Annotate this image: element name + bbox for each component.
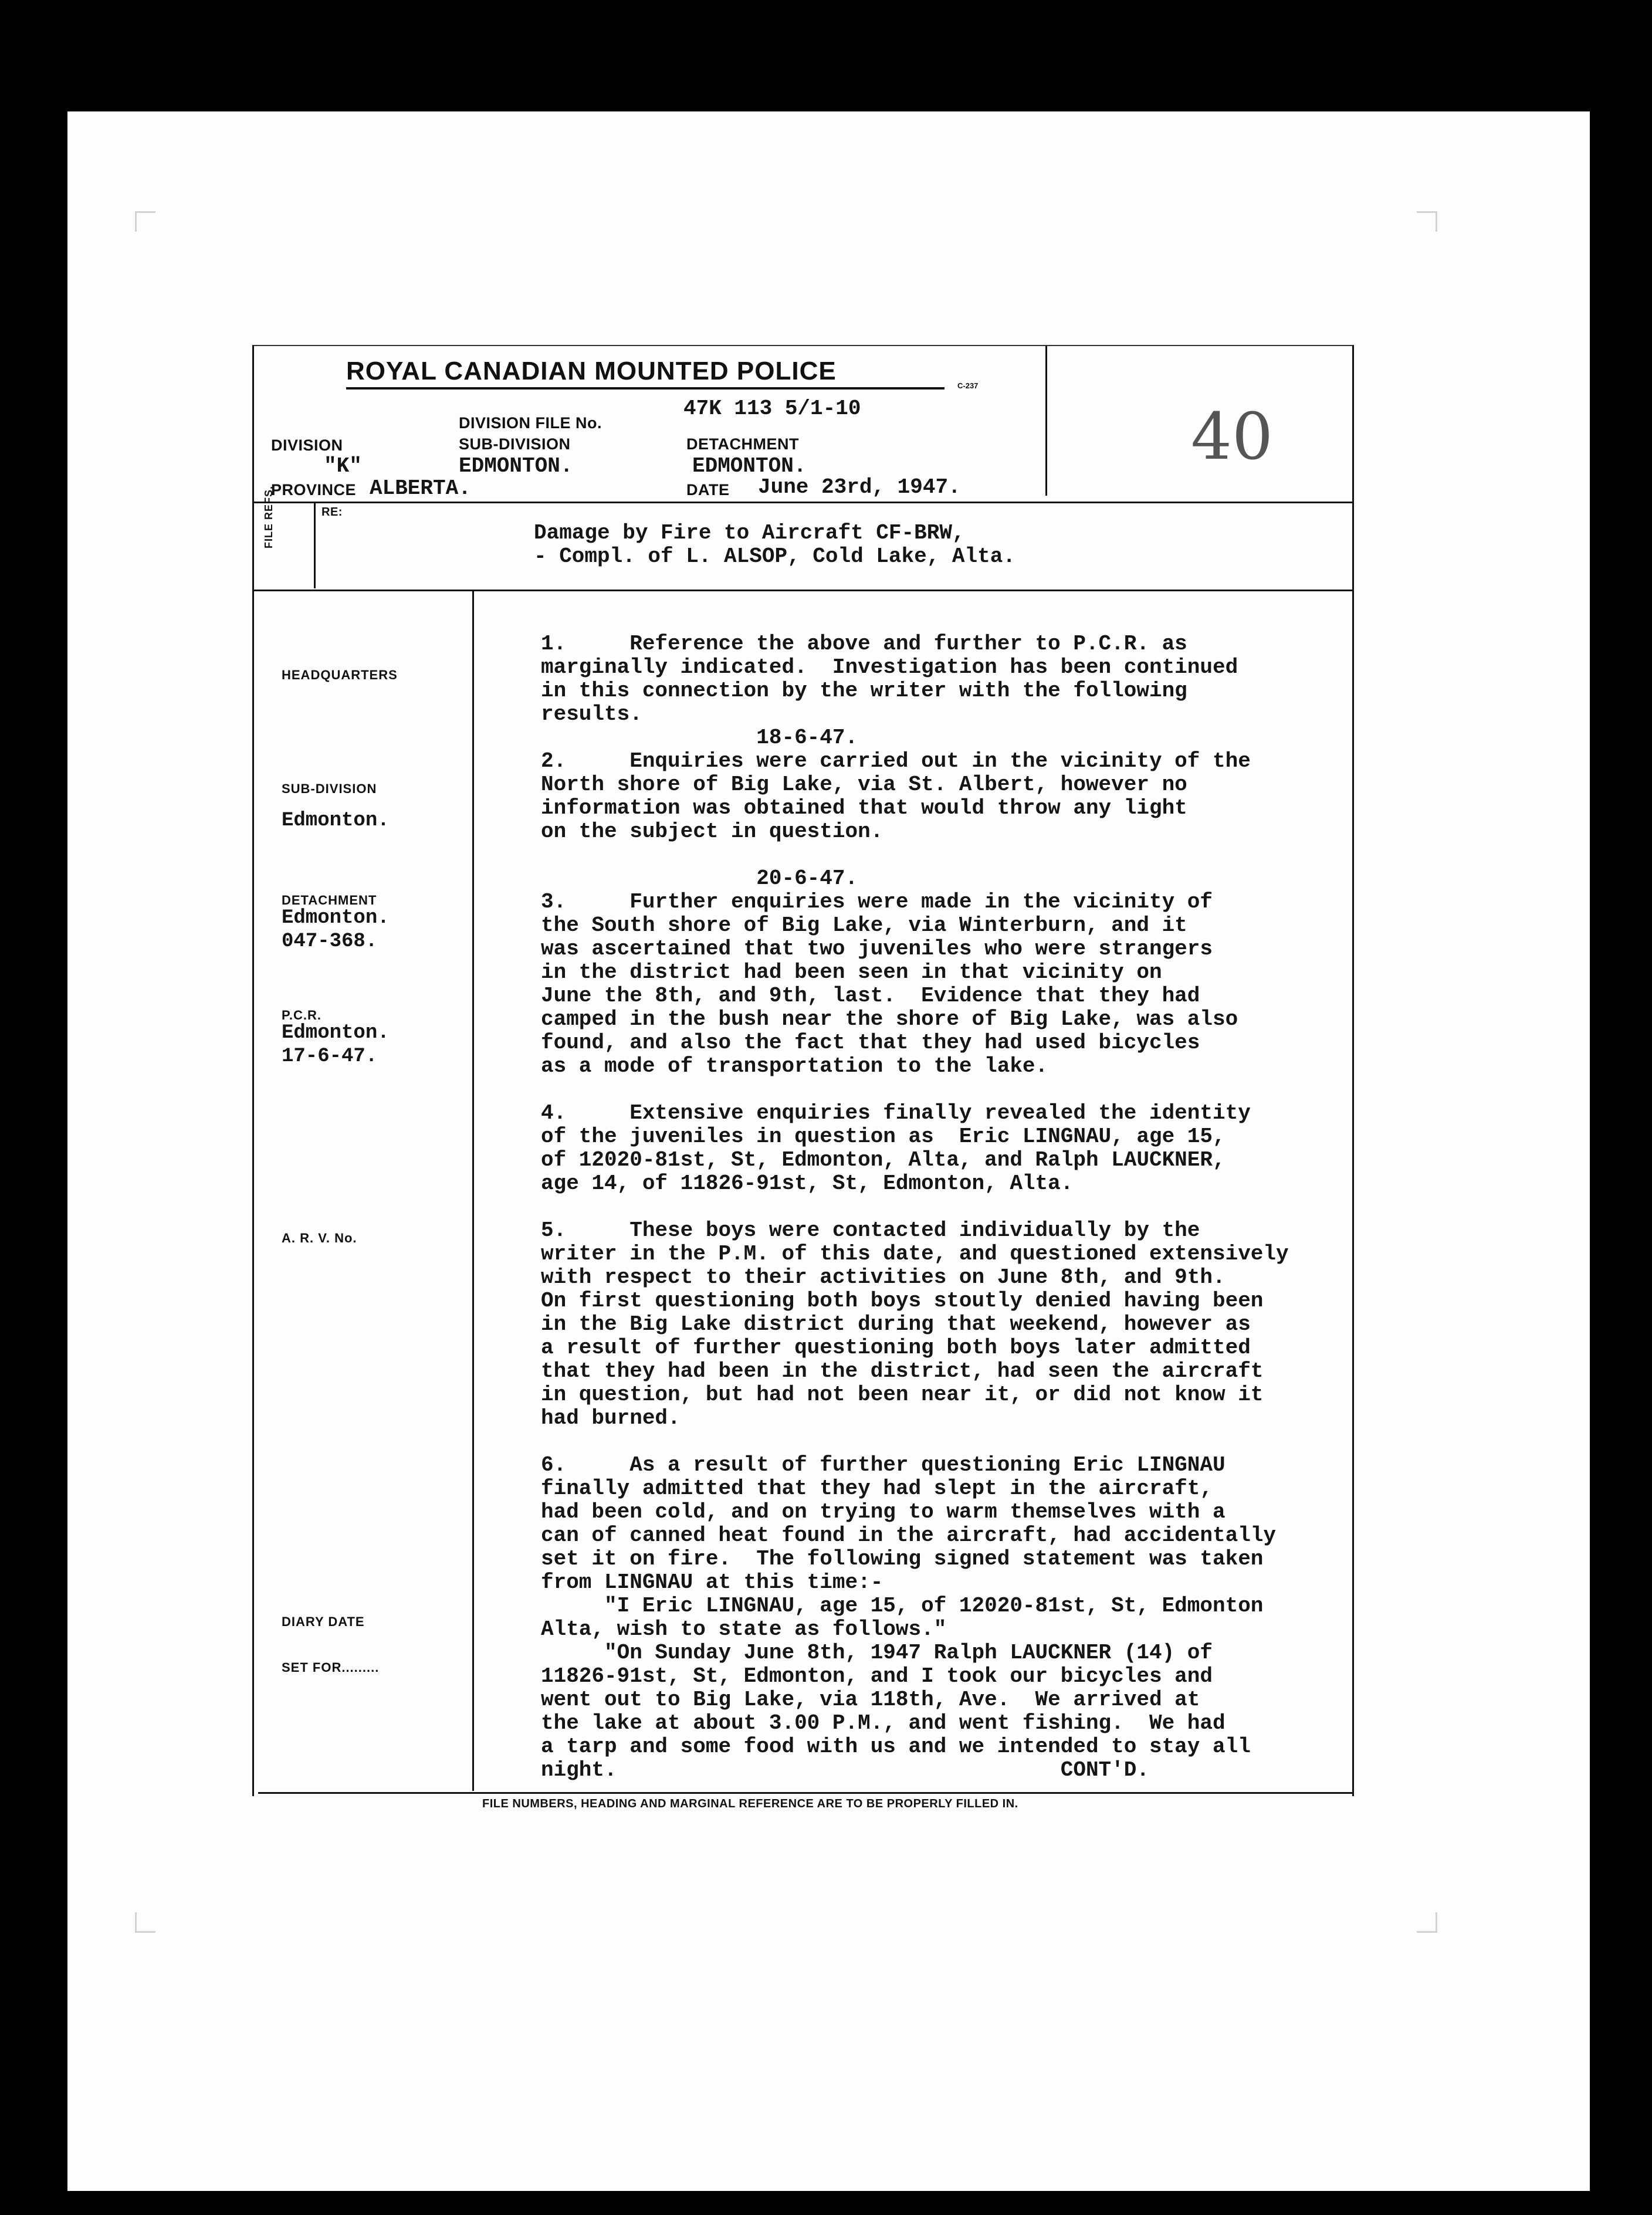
- body-line: 3. Further enquiries were made in the vicinity of: [541, 890, 1213, 914]
- margin-pcr-value-1: Edmonton.: [282, 1022, 390, 1044]
- body-line: from LINGNAU at this time:-: [541, 1570, 883, 1594]
- division-file-value: 47K 113 5/1-10: [683, 397, 861, 421]
- form-footer-note: FILE NUMBERS, HEADING AND MARGINAL REFERENCE ARE TO BE PROPERLY FILLED IN.: [482, 1797, 1018, 1810]
- body-line: in the district had been seen in that vicinity on: [541, 960, 1162, 984]
- margin-subdivision-label: SUB-DIVISION: [282, 781, 377, 796]
- crop-mark-bottom-left: [135, 1912, 155, 1933]
- body-line: a result of further questioning both boys later admitted: [541, 1336, 1251, 1360]
- body-line: had been cold, and on trying to warm themselves with a: [541, 1500, 1226, 1524]
- report-body: [541, 632, 1350, 1782]
- subdivision-value: EDMONTON.: [459, 454, 573, 478]
- body-line: of the juveniles in question as Eric LINGNAU, age 15,: [541, 1125, 1226, 1149]
- body-line: as a mode of transportation to the lake.: [541, 1054, 1048, 1078]
- division-file-label: DIVISION FILE No.: [459, 414, 602, 432]
- province-label: PROVINCE: [271, 481, 357, 499]
- body-line: the South shore of Big Lake, via Winterburn, and it: [541, 913, 1187, 937]
- margin-pcr-label: P.C.R.: [282, 1008, 321, 1022]
- division-label: DIVISION: [271, 436, 343, 454]
- body-line: "I Eric LINGNAU, age 15, of 12020-81st, St, Edmonton: [541, 1594, 1264, 1618]
- province-value: ALBERTA.: [370, 476, 471, 500]
- division-value: "K": [324, 454, 362, 478]
- body-line: on the subject in question.: [541, 819, 883, 844]
- body-line: Alta, wish to state as follows.": [541, 1617, 947, 1641]
- body-line: [541, 1195, 1350, 1219]
- body-line: had burned.: [541, 1406, 681, 1430]
- body-line: North shore of Big Lake, via St. Albert, however no: [541, 773, 1187, 797]
- body-line: marginally indicated. Investigation has been continued: [541, 655, 1238, 679]
- body-line: was ascertained that two juveniles who were strangers: [541, 937, 1213, 961]
- body-line: in this connection by the writer with the following: [541, 679, 1187, 703]
- body-line: in question, but had not been near it, or did not know it: [541, 1383, 1264, 1407]
- subdivision-label: SUB-DIVISION: [459, 435, 571, 453]
- body-line: [541, 1430, 1350, 1454]
- body-line: in the Big Lake district during that weekend, however as: [541, 1312, 1251, 1336]
- body-line: 6. As a result of further questioning Eric LINGNAU: [541, 1453, 1226, 1477]
- margin-subdivision-value: Edmonton.: [282, 810, 390, 832]
- body-line: with respect to their activities on June 8th, and 9th.: [541, 1265, 1226, 1289]
- handwritten-page-number: 40: [1191, 399, 1273, 474]
- detachment-label: DETACHMENT: [686, 435, 799, 453]
- body-line: 11826-91st, St, Edmonton, and I took our bicycles and: [541, 1664, 1213, 1688]
- header-bottom-rule: [252, 502, 1352, 503]
- date-value: June 23rd, 1947.: [758, 475, 961, 499]
- re-line-2: - Compl. of L. ALSOP, Cold Lake, Alta.: [534, 544, 1015, 568]
- re-bottom-rule: [252, 590, 1352, 591]
- body-line: set it on fire. The following signed statement was taken: [541, 1547, 1264, 1571]
- body-line: that they had been in the district, had seen the aircraft: [541, 1359, 1264, 1383]
- crop-mark-bottom-right: [1417, 1912, 1437, 1933]
- form-title: ROYAL CANADIAN MOUNTED POLICE: [346, 357, 837, 385]
- body-line: [541, 844, 1350, 867]
- body-line: 1. Reference the above and further to P.C.R. as: [541, 632, 1187, 656]
- body-line: age 14, of 11826-91st, St, Edmonton, Alta.: [541, 1171, 1074, 1195]
- body-line: the lake at about 3.00 P.M., and went fishing. We had: [541, 1711, 1226, 1735]
- body-line: camped in the bush near the shore of Big Lake, was also: [541, 1007, 1238, 1031]
- margin-detachment-value-2: 047-368.: [282, 930, 378, 953]
- body-line: 18-6-47.: [541, 726, 858, 750]
- margin-detachment-value-1: Edmonton.: [282, 907, 390, 929]
- body-line: 4. Extensive enquiries finally revealed the identity: [541, 1101, 1251, 1125]
- form-bottom-rule: [258, 1792, 1352, 1794]
- crop-mark-top-right: [1417, 211, 1437, 232]
- body-line: "On Sunday June 8th, 1947 Ralph LAUCKNER (14) of: [541, 1641, 1213, 1665]
- body-line: night. CONT'D.: [541, 1758, 1149, 1782]
- crop-mark-top-left: [135, 211, 155, 232]
- body-line: found, and also the fact that they had used bicycles: [541, 1031, 1200, 1055]
- margin-detachment-label: DETACHMENT: [282, 893, 377, 907]
- body-line: On first questioning both boys stoutly denied having been: [541, 1289, 1264, 1313]
- margin-arv-label: A. R. V. No.: [282, 1231, 357, 1245]
- body-line: writer in the P.M. of this date, and questioned extensively: [541, 1242, 1289, 1266]
- margin-divider: [472, 591, 474, 1791]
- detachment-value: EDMONTON.: [692, 454, 807, 478]
- date-label: DATE: [686, 481, 730, 499]
- margin-diary-date-label: DIARY DATE: [282, 1614, 365, 1629]
- file-refs-label: FILE REFS.: [263, 485, 275, 548]
- title-underline: [346, 387, 945, 390]
- body-line: [541, 1078, 1350, 1102]
- re-line-1: Damage by Fire to Aircraft CF-BRW,: [534, 521, 965, 545]
- body-line: information was obtained that would throw any light: [541, 796, 1187, 820]
- body-line: a tarp and some food with us and we intended to stay all: [541, 1735, 1251, 1759]
- margin-headquarters-label: HEADQUARTERS: [282, 668, 398, 682]
- margin-set-for-label: SET FOR.........: [282, 1660, 380, 1675]
- body-line: June the 8th, and 9th, last. Evidence that they had: [541, 984, 1200, 1008]
- body-line: 2. Enquiries were carried out in the vicinity of the: [541, 749, 1251, 773]
- body-line: can of canned heat found in the aircraft, had accidentally: [541, 1523, 1277, 1547]
- header-divider: [1045, 346, 1047, 496]
- re-label: RE:: [321, 506, 343, 519]
- file-refs-divider: [314, 503, 316, 588]
- body-line: went out to Big Lake, via 118th, Ave. We arrived at: [541, 1688, 1200, 1712]
- body-line: 5. These boys were contacted individually by the: [541, 1218, 1200, 1242]
- body-line: finally admitted that they had slept in the aircraft,: [541, 1476, 1213, 1501]
- margin-pcr-value-2: 17-6-47.: [282, 1045, 378, 1068]
- form-code: C-237: [957, 381, 979, 390]
- body-line: of 12020-81st, St, Edmonton, Alta, and Ralph LAUCKNER,: [541, 1148, 1226, 1172]
- body-line: results.: [541, 702, 642, 726]
- body-line: 20-6-47.: [541, 866, 858, 890]
